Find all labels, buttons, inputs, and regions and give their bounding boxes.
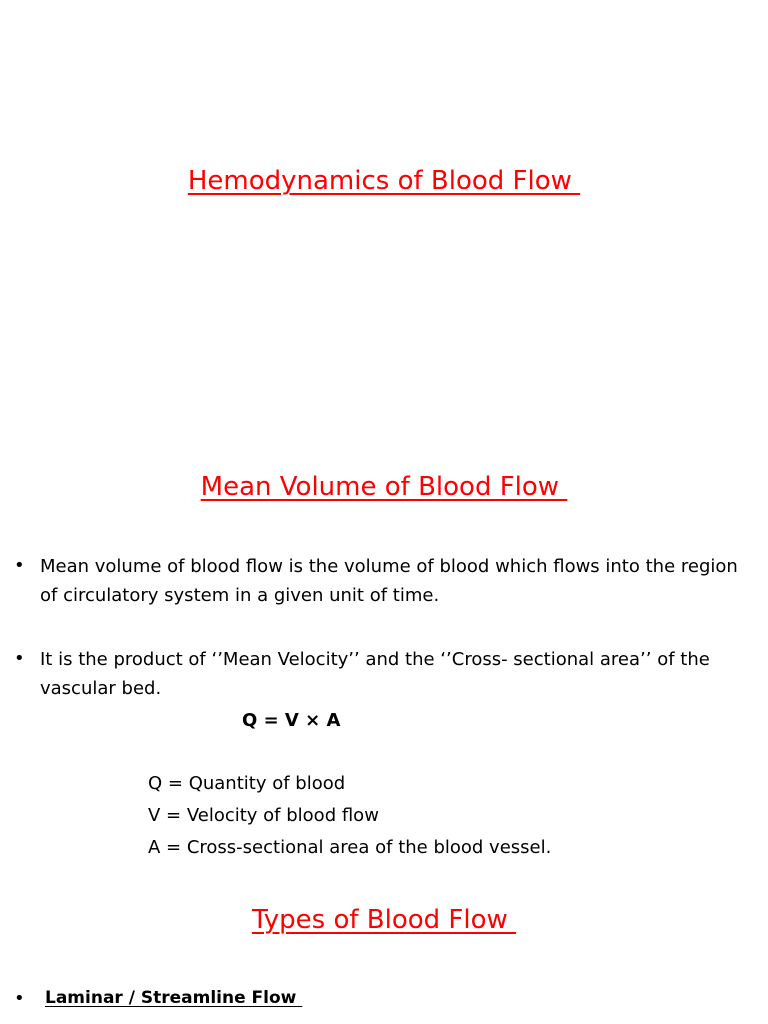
bullet-marker: • <box>14 988 25 1009</box>
definition-q: Q = Quantity of blood <box>148 773 346 794</box>
mean-volume-heading: Mean Volume of Blood Flow <box>200 472 568 502</box>
mean-volume-definition-paragraph: Mean volume of blood flow is the volume of blood which flows into the region of circulatory system in a given unit of time. <box>40 556 738 606</box>
product-definition-paragraph: It is the product of ‘’Mean Velocity’’ and the ‘’Cross- sectional area’’ of the vascular bed. <box>40 649 710 699</box>
formula: Q = V × A <box>242 710 341 731</box>
definition-a: A = Cross-sectional area of the blood vessel. <box>148 837 552 858</box>
laminar-flow-subheading: Laminar / Streamline Flow <box>45 988 303 1008</box>
definition-v: V = Velocity of blood flow <box>148 805 379 826</box>
title-heading: Hemodynamics of Blood Flow <box>187 166 581 196</box>
bullet-marker: • <box>14 648 25 669</box>
types-heading: Types of Blood Flow <box>251 905 517 935</box>
bullet-marker: • <box>14 555 25 576</box>
